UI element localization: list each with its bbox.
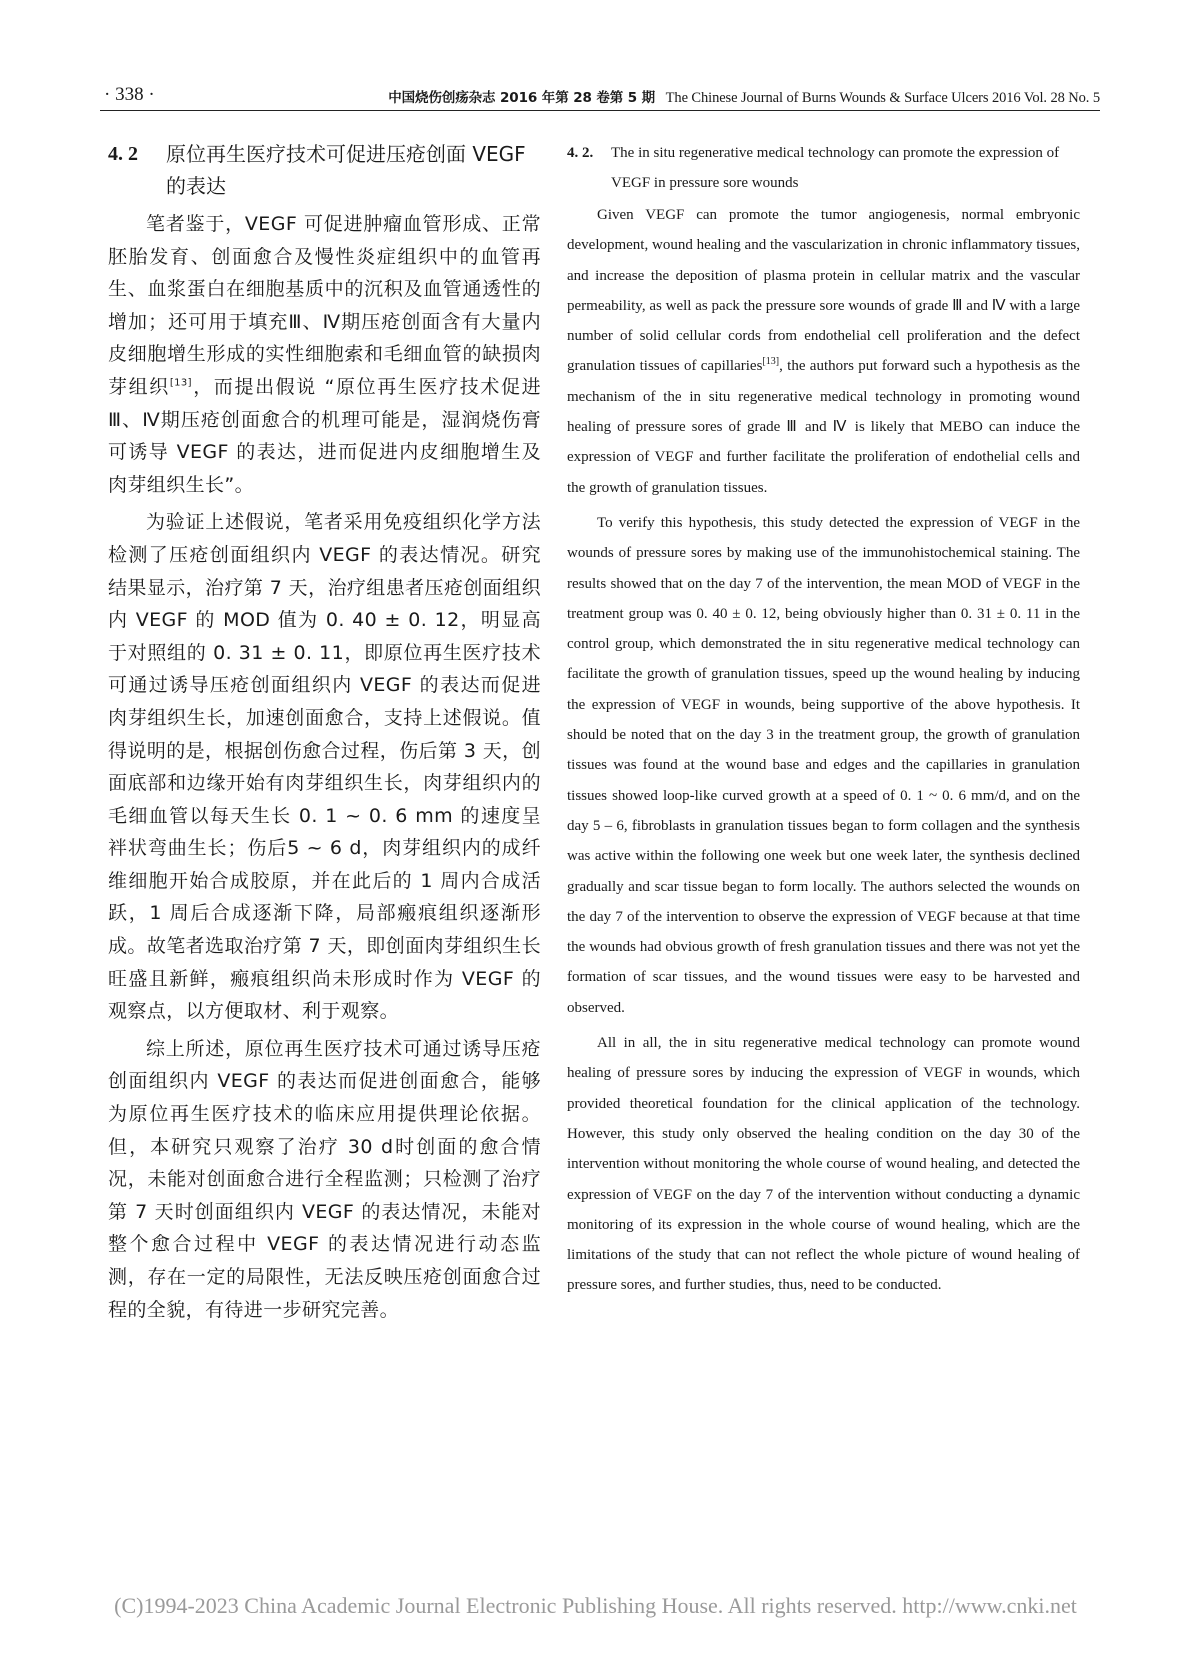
section-number-cn: 4. 2	[108, 143, 138, 165]
paragraph-en-1-rest: , the authors put forward such a hypothesis as the mechanism of the in situ regenerative medical technology in promoting wound healing of pressure sores of grade Ⅲ and Ⅳ is likely that MEBO can induce the expression of VEGF and further facilitate the proliferation of endothelial cells and the growth of granulation tissues.	[567, 358, 1080, 496]
paragraph-en-1-text: Given VEGF can promote the tumor angiogenesis, normal embryonic development, wound healing and the vascularization in chronic inflammatory tissues, and increase the deposition of plasma protein in cellular matrix and the vascular permeability, as well as pack the pressure sore wounds of grade Ⅲ and Ⅳ with a large number of solid cellular cords from endothelial cell proliferation and the defect granulation tissues of capillaries	[567, 207, 1080, 375]
paragraph-en-2: To verify this hypothesis, this study detected the expression of VEGF in the wounds of pressure sores by making use of the immunohistochemical staining. The results showed that on the day 7 of the intervention, the mean MOD of VEGF in the treatment group was 0. 40 ± 0. 12, being obviously higher than 0. 31 ± 0. 11 in the control group, which demonstrated the in situ regenerative medical technology can facilitate the growth of granulation tissues, speed up the wound healing by inducing the expression of VEGF in wounds, being supportive of the above hypothesis. It should be noted that on the day 3 in the treatment group, the growth of granulation tissues was found at the wound base and edges and the capillaries in granulation tissues showed loop-like curved growth at a speed of 0. 1 ~ 0. 6 mm/d, and on the day 5 – 6, fibroblasts in granulation tissues began to form collagen and the synthesis was active within the following one week but one week later, the synthesis declined gradually and scar tissue began to form locally. The authors selected the wounds on the day 7 of the intervention to observe the expression of VEGF because at that time the wounds had obvious growth of fresh granulation tissues and there was not yet the formation of scar tissues, and the wound tissues were easy to be harvested and observed.	[567, 514, 1080, 1016]
journal-title	[388, 86, 1100, 107]
english-column	[567, 138, 1080, 1306]
journal-title-en: The Chinese Journal of Burns Wounds & Surface Ulcers 2016 Vol. 28 No. 5	[665, 90, 1100, 106]
paragraph-en-1	[567, 200, 1080, 503]
page-number: · 338 ·	[104, 84, 155, 105]
paragraph-cn-2: 为验证上述假说，笔者采用免疫组织化学方法检测了压疮创面组织内 VEGF 的表达情况。研究结果显示，治疗第 7 天，治疗组患者压疮创面组织内 VEGF 的 MOD 值为 0. 40 ± 0. 12，明显高于对照组的 0. 31 ± 0. 11，即原位再生医疗技术可通过诱导压疮创面组织内 VEGF 的表达而促进肉芽组织生长，加速创面愈合，支持上述假说。值得说明的是，根据创伤愈合过程，伤后第 3 天，创面底部和边缘开始有肉芽组织生长，肉芽组织内的毛细血管以每天生长 0. 1 ~ 0. 6 mm 的速度呈袢状弯曲生长；伤后5 ~ 6 d，肉芽组织内的成纤维细胞开始合成胶原，并在此后的 1 周内合成活跃，1 周后合成逐渐下降，局部瘢痕组织逐渐形成。故笔者选取治疗第 7 天，即创面肉芽组织生长旺盛且新鲜，瘢痕组织尚未形成时作为 VEGF 的观察点，以方便取材、利于观察。	[108, 511, 541, 1023]
paragraph-en-3: All in all, the in situ regenerative medical technology can promote wound healing of pressure sores by inducing the expression of VEGF in wounds, which provided theoretical foundation for the clinical application of the technology. However, this study only observed the healing condition on the day 30 of the intervention without monitoring the whole course of wound healing, and detected the expression of VEGF on the day 7 of the intervention without conducting a dynamic monitoring of its expression in the whole course of wound healing, which are the limitations of the study that can not reflect the whole picture of wound healing of pressure sores, and further studies, thus, need to be conducted.	[567, 1035, 1080, 1294]
paragraph-cn-3: 综上所述，原位再生医疗技术可通过诱导压疮创面组织内 VEGF 的表达而促进创面愈合，能够为原位再生医疗技术的临床应用提供理论依据。但，本研究只观察了治疗 30 d时创面的愈合情况，未能对创面愈合进行全程监测；只检测了治疗第 7 天时创面组织内 VEGF 的表达情况，未能对整个愈合过程中 VEGF 的表达情况进行动态监测，存在一定的局限性，无法反映压疮创面愈合过程的全貌，有待进一步研究完善。	[108, 1037, 541, 1321]
paragraph-cn-1	[108, 208, 541, 501]
citation-en: [13]	[762, 356, 780, 368]
journal-title-cn: 中国烧伤创疡杂志 2016 年第 28 卷第 5 期	[388, 90, 656, 106]
citation-cn: [13]	[169, 377, 192, 389]
section-title-en: The in situ regenerative medical technology can promote the expression of VEGF in pressure sore wounds	[611, 145, 1060, 191]
paragraph-cn-1-rest: ，而提出假说 “原位再生医疗技术促进Ⅲ、Ⅳ期压疮创面愈合的机理可能是，湿润烧伤膏可诱导 VEGF 的表达，进而促进内皮细胞增生及肉芽组织生长”。	[108, 375, 541, 496]
chinese-column	[108, 138, 541, 1331]
paragraph-cn-1-text: 笔者鉴于，VEGF 可促进肿瘤血管形成、正常胚胎发育、创面愈合及慢性炎症组织中的血管再生、血浆蛋白在细胞基质中的沉积及血管通透性的增加；还可用于填充Ⅲ、Ⅳ期压疮创面含有大量内皮细胞增生形成的实性细胞索和毛细血管的缺损肉芽组织	[108, 213, 541, 398]
section-heading-cn	[108, 138, 541, 202]
copyright-footer: (C)1994-2023 China Academic Journal Electronic Publishing House. All rights reserved. http://www.cnki.net	[114, 1593, 1077, 1618]
section-number-en: 4. 2.	[567, 145, 594, 161]
running-header	[100, 84, 1100, 111]
section-title-cn: 原位再生医疗技术可促进压疮创面 VEGF 的表达	[166, 142, 526, 198]
section-heading-en	[567, 138, 1080, 198]
